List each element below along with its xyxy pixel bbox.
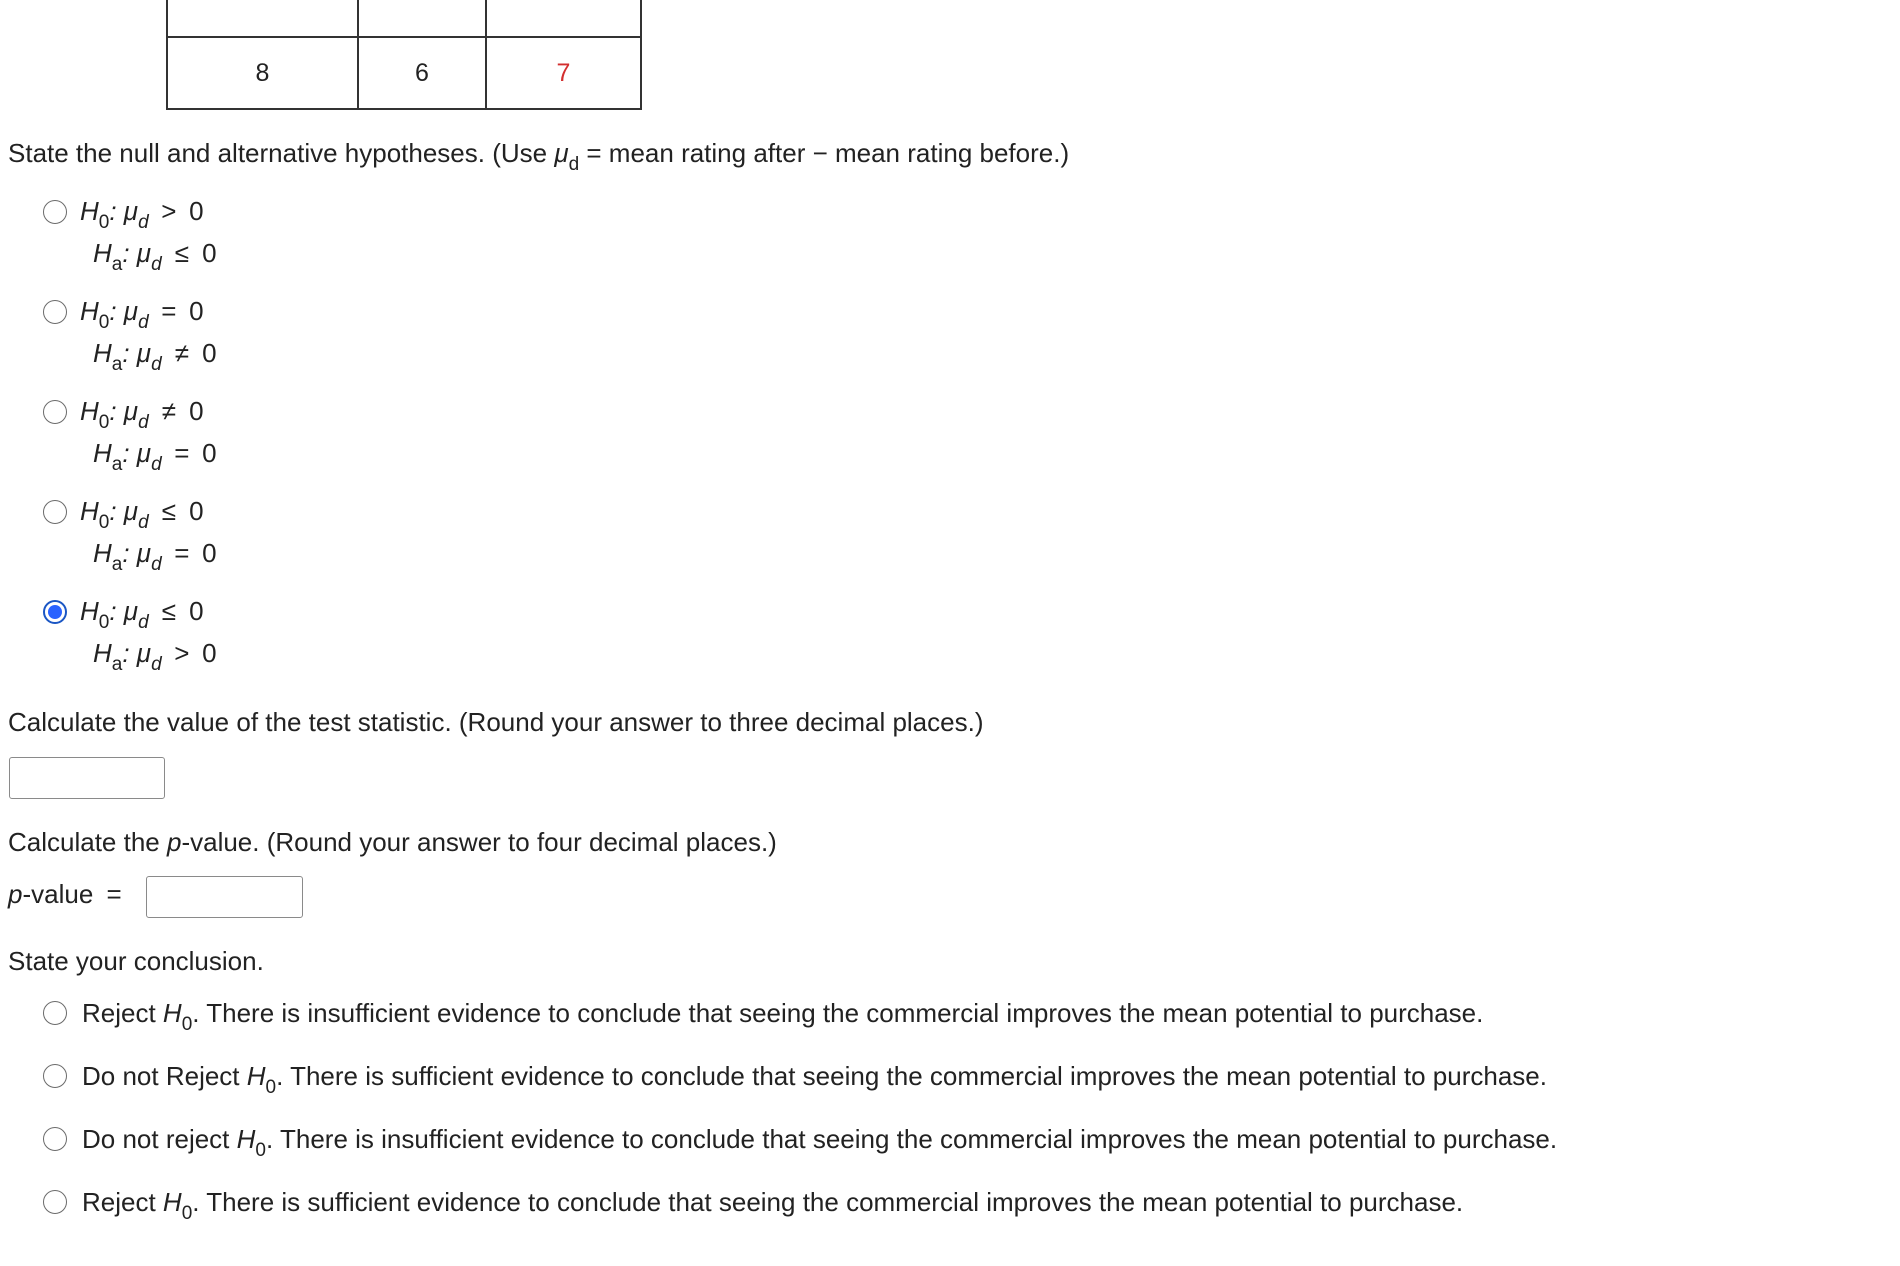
text: > bbox=[161, 196, 177, 226]
null-hypothesis-4 bbox=[80, 496, 204, 533]
text: -value. (Round your answer to four decimal places.) bbox=[181, 827, 777, 857]
text: 0 bbox=[189, 196, 204, 226]
text: H bbox=[80, 496, 99, 526]
text: ≠ bbox=[174, 338, 190, 368]
text: -value bbox=[22, 879, 94, 909]
text: : μ bbox=[122, 238, 152, 268]
text: H bbox=[93, 638, 112, 668]
text: d bbox=[138, 412, 149, 433]
text: a bbox=[111, 454, 123, 475]
text: μ bbox=[554, 138, 569, 168]
text: . There is sufficient evidence to conclude that seeing the commercial improves the mean potential to purchase. bbox=[192, 1187, 1464, 1217]
text: a bbox=[111, 354, 123, 375]
text: State the null and alternative hypotheses. (Use bbox=[8, 138, 555, 168]
text: 0 bbox=[189, 396, 204, 426]
conclusion-radio-2[interactable] bbox=[43, 1064, 67, 1088]
text: H bbox=[236, 1124, 256, 1154]
text: d bbox=[138, 312, 149, 333]
text: 0 bbox=[98, 612, 110, 633]
alt-hypothesis-4 bbox=[93, 538, 217, 575]
conclusion-radio-4[interactable] bbox=[43, 1190, 67, 1214]
alt-hypothesis-1 bbox=[93, 238, 217, 275]
text: ≤ bbox=[161, 496, 177, 526]
text: . There is insufficient evidence to conclude that seeing the commercial improves the mean potential to purchase. bbox=[266, 1124, 1558, 1154]
text: 0 bbox=[255, 1140, 266, 1161]
text: Reject bbox=[82, 998, 163, 1028]
text: ≤ bbox=[161, 596, 177, 626]
conclusion-prompt: State your conclusion. bbox=[8, 946, 264, 976]
hypotheses-prompt bbox=[8, 138, 1070, 175]
table-cell: 7 bbox=[486, 37, 641, 109]
text: d bbox=[151, 254, 162, 275]
conclusion-radio-3[interactable] bbox=[43, 1127, 67, 1151]
text: = bbox=[106, 879, 122, 909]
text: = mean rating after − mean rating before.) bbox=[579, 138, 1070, 168]
text: 0 bbox=[202, 638, 217, 668]
p-value-label bbox=[8, 879, 122, 910]
text: = bbox=[161, 296, 177, 326]
text: H bbox=[93, 338, 112, 368]
text: 0 bbox=[98, 312, 110, 333]
table-cell: 8 bbox=[167, 37, 358, 109]
text: : μ bbox=[122, 538, 152, 568]
text: = bbox=[174, 438, 190, 468]
text: H bbox=[80, 196, 99, 226]
null-hypothesis-1 bbox=[80, 196, 204, 233]
hypothesis-radio-4[interactable] bbox=[43, 500, 67, 524]
text: d bbox=[568, 154, 580, 175]
text: Do not reject bbox=[82, 1124, 237, 1154]
table-row bbox=[167, 37, 641, 109]
text: : μ bbox=[109, 496, 139, 526]
null-hypothesis-5 bbox=[80, 596, 204, 633]
text: d bbox=[151, 654, 162, 675]
table-cell: 6 bbox=[358, 37, 486, 109]
text: H bbox=[162, 998, 182, 1028]
text: d bbox=[138, 212, 149, 233]
table-cell bbox=[486, 0, 641, 37]
conclusion-option-1 bbox=[82, 998, 1484, 1035]
alt-hypothesis-3 bbox=[93, 438, 217, 475]
table-row bbox=[167, 0, 641, 37]
hypothesis-radio-1[interactable] bbox=[43, 200, 67, 224]
hypothesis-radio-5[interactable] bbox=[43, 600, 67, 624]
text: : μ bbox=[122, 438, 152, 468]
hypothesis-radio-2[interactable] bbox=[43, 300, 67, 324]
text: H bbox=[162, 1187, 182, 1217]
text: H bbox=[246, 1061, 266, 1091]
text: d bbox=[138, 512, 149, 533]
text: p bbox=[166, 827, 182, 857]
null-hypothesis-3 bbox=[80, 396, 204, 433]
text: : μ bbox=[109, 596, 139, 626]
text: a bbox=[111, 254, 123, 275]
text: d bbox=[151, 354, 162, 375]
text: : μ bbox=[109, 296, 139, 326]
text: 0 bbox=[98, 412, 110, 433]
text: > bbox=[174, 638, 190, 668]
hypothesis-radio-3[interactable] bbox=[43, 400, 67, 424]
test-statistic-prompt: Calculate the value of the test statistic. (Round your answer to three decimal places.) bbox=[8, 707, 984, 737]
text: 0 bbox=[189, 496, 204, 526]
text: : μ bbox=[122, 638, 152, 668]
alt-hypothesis-2 bbox=[93, 338, 217, 375]
text: : μ bbox=[122, 338, 152, 368]
text: 0 bbox=[98, 512, 110, 533]
text: 0 bbox=[202, 438, 217, 468]
text: : μ bbox=[109, 396, 139, 426]
text: = bbox=[174, 538, 190, 568]
text: H bbox=[80, 396, 99, 426]
text: Do not Reject bbox=[82, 1061, 247, 1091]
text: 0 bbox=[202, 538, 217, 568]
table-cell bbox=[358, 0, 486, 37]
text: 0 bbox=[181, 1203, 193, 1224]
text: 0 bbox=[98, 212, 110, 233]
text: 0 bbox=[189, 296, 204, 326]
text: d bbox=[138, 612, 149, 633]
text: H bbox=[93, 538, 112, 568]
p-value-input[interactable] bbox=[146, 876, 303, 918]
text: 0 bbox=[202, 238, 217, 268]
text: a bbox=[111, 554, 123, 575]
text: H bbox=[93, 238, 112, 268]
conclusion-option-3 bbox=[82, 1124, 1558, 1161]
text: ≤ bbox=[174, 238, 190, 268]
text: 0 bbox=[181, 1014, 193, 1035]
text: p bbox=[8, 879, 23, 909]
table-cell bbox=[167, 0, 358, 37]
test-statistic-input[interactable] bbox=[9, 757, 165, 799]
text: d bbox=[151, 454, 162, 475]
text: . There is insufficient evidence to conclude that seeing the commercial improves the mean potential to purchase. bbox=[192, 998, 1484, 1028]
text: H bbox=[80, 596, 99, 626]
text: 0 bbox=[202, 338, 217, 368]
text: a bbox=[111, 654, 123, 675]
alt-hypothesis-5 bbox=[93, 638, 217, 675]
text: 0 bbox=[265, 1077, 277, 1098]
data-table bbox=[166, 0, 642, 110]
text: d bbox=[151, 554, 162, 575]
p-value-prompt bbox=[8, 827, 777, 858]
conclusion-radio-1[interactable] bbox=[43, 1001, 67, 1025]
text: H bbox=[80, 296, 99, 326]
text: : μ bbox=[109, 196, 139, 226]
text: Calculate the bbox=[8, 827, 167, 857]
text: 0 bbox=[189, 596, 204, 626]
text: . There is sufficient evidence to conclude that seeing the commercial improves the mean potential to purchase. bbox=[276, 1061, 1547, 1091]
null-hypothesis-2 bbox=[80, 296, 204, 333]
conclusion-option-2 bbox=[82, 1061, 1547, 1098]
conclusion-option-4 bbox=[82, 1187, 1464, 1224]
text: ≠ bbox=[161, 396, 177, 426]
text: H bbox=[93, 438, 112, 468]
text: Reject bbox=[82, 1187, 163, 1217]
